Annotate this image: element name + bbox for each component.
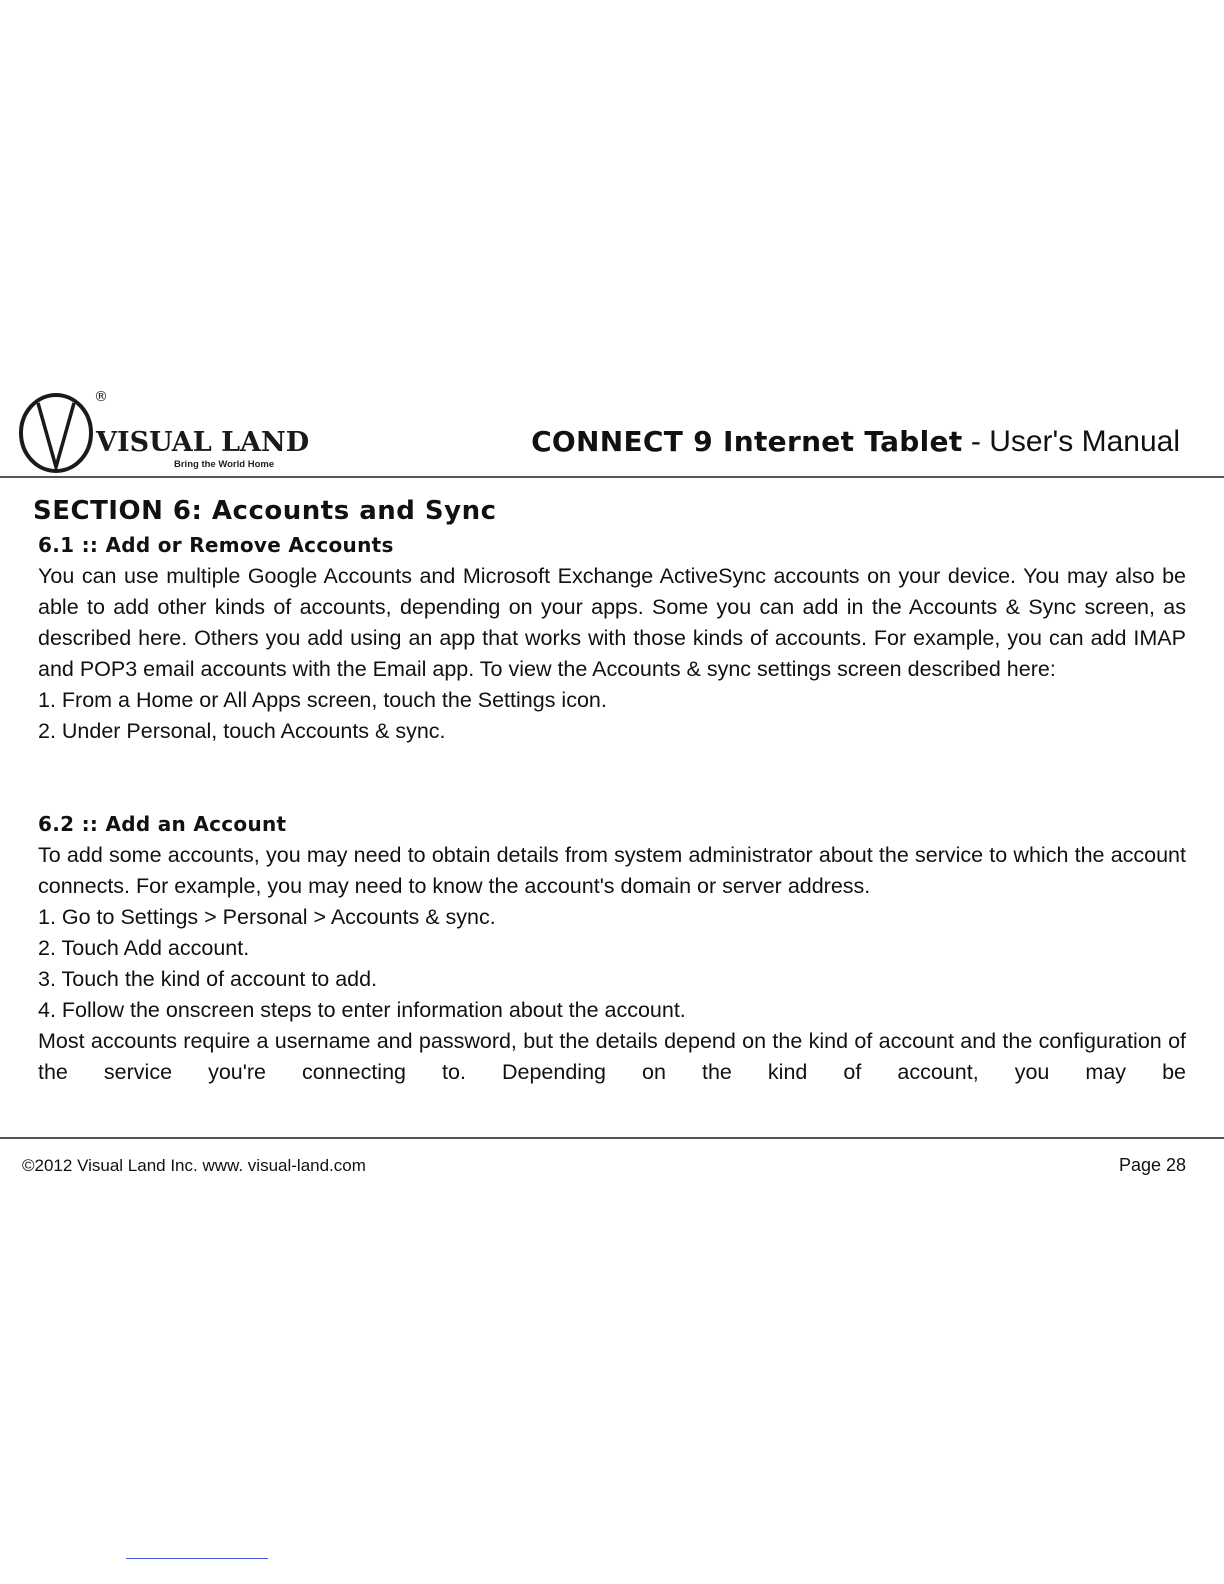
footer-divider <box>0 1137 1224 1139</box>
list-item: 4. Follow the onscreen steps to enter information about the account. <box>38 998 686 1022</box>
logo-v-emblem-icon <box>18 387 98 477</box>
header-divider <box>0 476 1224 478</box>
subsection-title: 6.1 :: Add or Remove Accounts <box>38 533 394 557</box>
subsection-paragraph: To add some accounts, you may need to obtain details from system administrator about the service to which the account connects. For example, you may need to know the account's domain or server address. <box>38 843 1186 898</box>
subsection-paragraph: You can use multiple Google Accounts and Microsoft Exchange ActiveSync accounts on your device. You may also be able to add other kinds of accounts, depending on your apps. Some you can add in the Accounts & Sync screen, as described here. Others you add using an app that works with those kinds of accounts. For example, you can add IMAP and POP3 email accounts with the Email app. To view the Accounts & sync settings screen described here: <box>38 564 1186 681</box>
subsection-title: 6.2 :: Add an Account <box>38 812 287 836</box>
list-item: 1. Go to Settings > Personal > Accounts & sync. <box>38 905 496 929</box>
footer-copyright: ©2012 Visual Land Inc. www. visual-land.com <box>22 1156 366 1175</box>
document-title-product: CONNECT 9 Internet Tablet <box>531 425 963 458</box>
document-title-suffix: - User's Manual <box>962 425 1180 458</box>
list-item: 2. Touch Add account. <box>38 936 250 960</box>
document-title <box>531 425 1180 459</box>
subsection-add-remove-accounts <box>38 530 1186 747</box>
page-number: Page 28 <box>1118 1155 1186 1175</box>
brand-name: VISUAL LAND <box>96 427 310 458</box>
list-item: 2. Under Personal, touch Accounts & sync. <box>38 719 446 743</box>
visual-land-logo <box>18 387 318 477</box>
brand-tagline: Bring the World Home <box>174 459 275 470</box>
registered-mark: ® <box>94 389 108 405</box>
list-item: 3. Touch the kind of account to add. <box>38 967 378 991</box>
closing-paragraph: Most accounts require a username and password, but the details depend on the kind of account and the configuration of the service you're connecting to. Depending on the kind of account, you may be <box>38 1029 1186 1084</box>
section-title: SECTION 6: Accounts and Sync <box>33 496 497 526</box>
list-item: 1. From a Home or All Apps screen, touch the Settings icon. <box>38 688 607 712</box>
subsection-add-account <box>38 809 1186 1088</box>
page-header <box>0 385 1224 485</box>
link-underline <box>126 1558 268 1559</box>
